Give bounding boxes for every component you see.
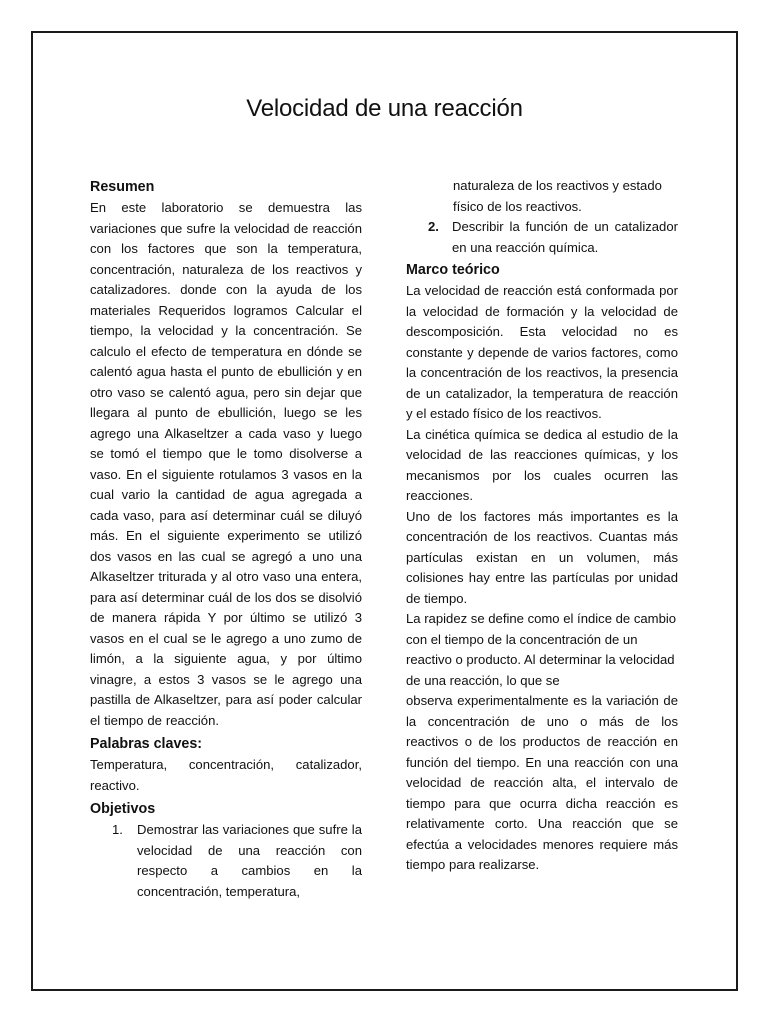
marco-paragraph: La cinética química se dedica al estudio de la velocidad de las reacciones químicas, y los mecanismos por los cuales ocurren las reacciones.	[406, 426, 678, 503]
resumen-heading: Resumen	[90, 179, 155, 195]
right-column	[406, 176, 678, 876]
objetivos-list	[90, 820, 362, 902]
marco-paragraph: Uno de los factores más importantes es la concentración de los reactivos. Cuantas más partículas existan en un volumen, más colisiones hay entre las partículas por unidad de tiempo.	[406, 508, 678, 606]
objetivo-1-continued: naturaleza de los reactivos y estado físico de los reactivos.	[453, 178, 662, 214]
list-item	[90, 820, 362, 902]
list-item-text: Demostrar las variaciones que sufre la velocidad de una reacción con respecto a cambios en la concentración, temperatura,	[137, 822, 362, 899]
objetivos-heading: Objetivos	[90, 801, 156, 817]
objetivos-list-continued	[406, 217, 678, 258]
list-item	[406, 217, 678, 258]
left-column	[90, 176, 362, 902]
marco-paragraph: observa experimentalmente es la variación de la concentración de uno o más de los reactivos o de los productos de reacción en función del tiempo. En una reacción con una velocidad de reacción alta, el intervalo de tiempo para que ocurra dicha reacción es relativamente corto. Una reacción que se efectúa a velocidades menores requiere más tiempo para realizarse.	[406, 693, 678, 872]
list-item-text: Describir la función de un catalizador en una reacción química.	[452, 219, 678, 255]
list-item-number: 1.	[112, 822, 123, 837]
palabras-claves-text: Temperatura, concentración, catalizador, reactivo.	[90, 757, 362, 793]
marco-paragraph: La velocidad de reacción está conformada por la velocidad de formación y la velocidad de descomposición. Esta velocidad no es constante y depende de varios factores, como la concentración de los reactivos, la presencia de un catalizador, la temperatura de reacción y el estado físico de los reactivos.	[406, 283, 678, 421]
marco-paragraph: La rapidez se define como el índice de cambio con el tiempo de la concentración de un reactivo o producto. Al determinar la velocidad de una reacción, lo que se	[406, 611, 677, 688]
resumen-text: En este laboratorio se demuestra las variaciones que sufre la velocidad de reacción con los factores que son la temperatura, concentración, naturaleza de los reactivos y catalizadores. donde con la ayuda de los materiales Requeridos logramos Calcular el tiempo, la velocidad y la concentración. Se calculo el efecto de temperatura en dónde se calentó agua hasta el punto de ebullición y en otro vaso se calentó agua, pero sin dejar que llegara al punto de ebullición, luego se les agrego una Alkaseltzer a cada vaso y luego se tomó el tiempo que le tomo disolverse a vaso. En el siguiente rotulamos 3 vasos en la cual vario la cantidad de agua agregada a cada vaso, para así determinar cuál se diluyó más. En el siguiente experimento se utilizó dos vasos en las cual se agregó a uno una Alkaseltzer triturada y al otro vaso una entera, para así determinar cuál de los dos se disolvió de manera rápida Y por último se utilizó 3 vasos en el cual se le agrego a uno zumo de limón, a la siguiente agua, y por último vinagre, a estos 3 vasos se le agrego una pastilla de Alkaseltzer, para así poder calcular el tiempo de reacción.	[90, 200, 362, 728]
document-title: Velocidad de una reacción	[246, 95, 523, 122]
list-item-number: 2.	[428, 219, 439, 234]
marco-teorico-heading: Marco teórico	[406, 262, 500, 278]
palabras-claves-heading: Palabras claves:	[90, 736, 203, 752]
